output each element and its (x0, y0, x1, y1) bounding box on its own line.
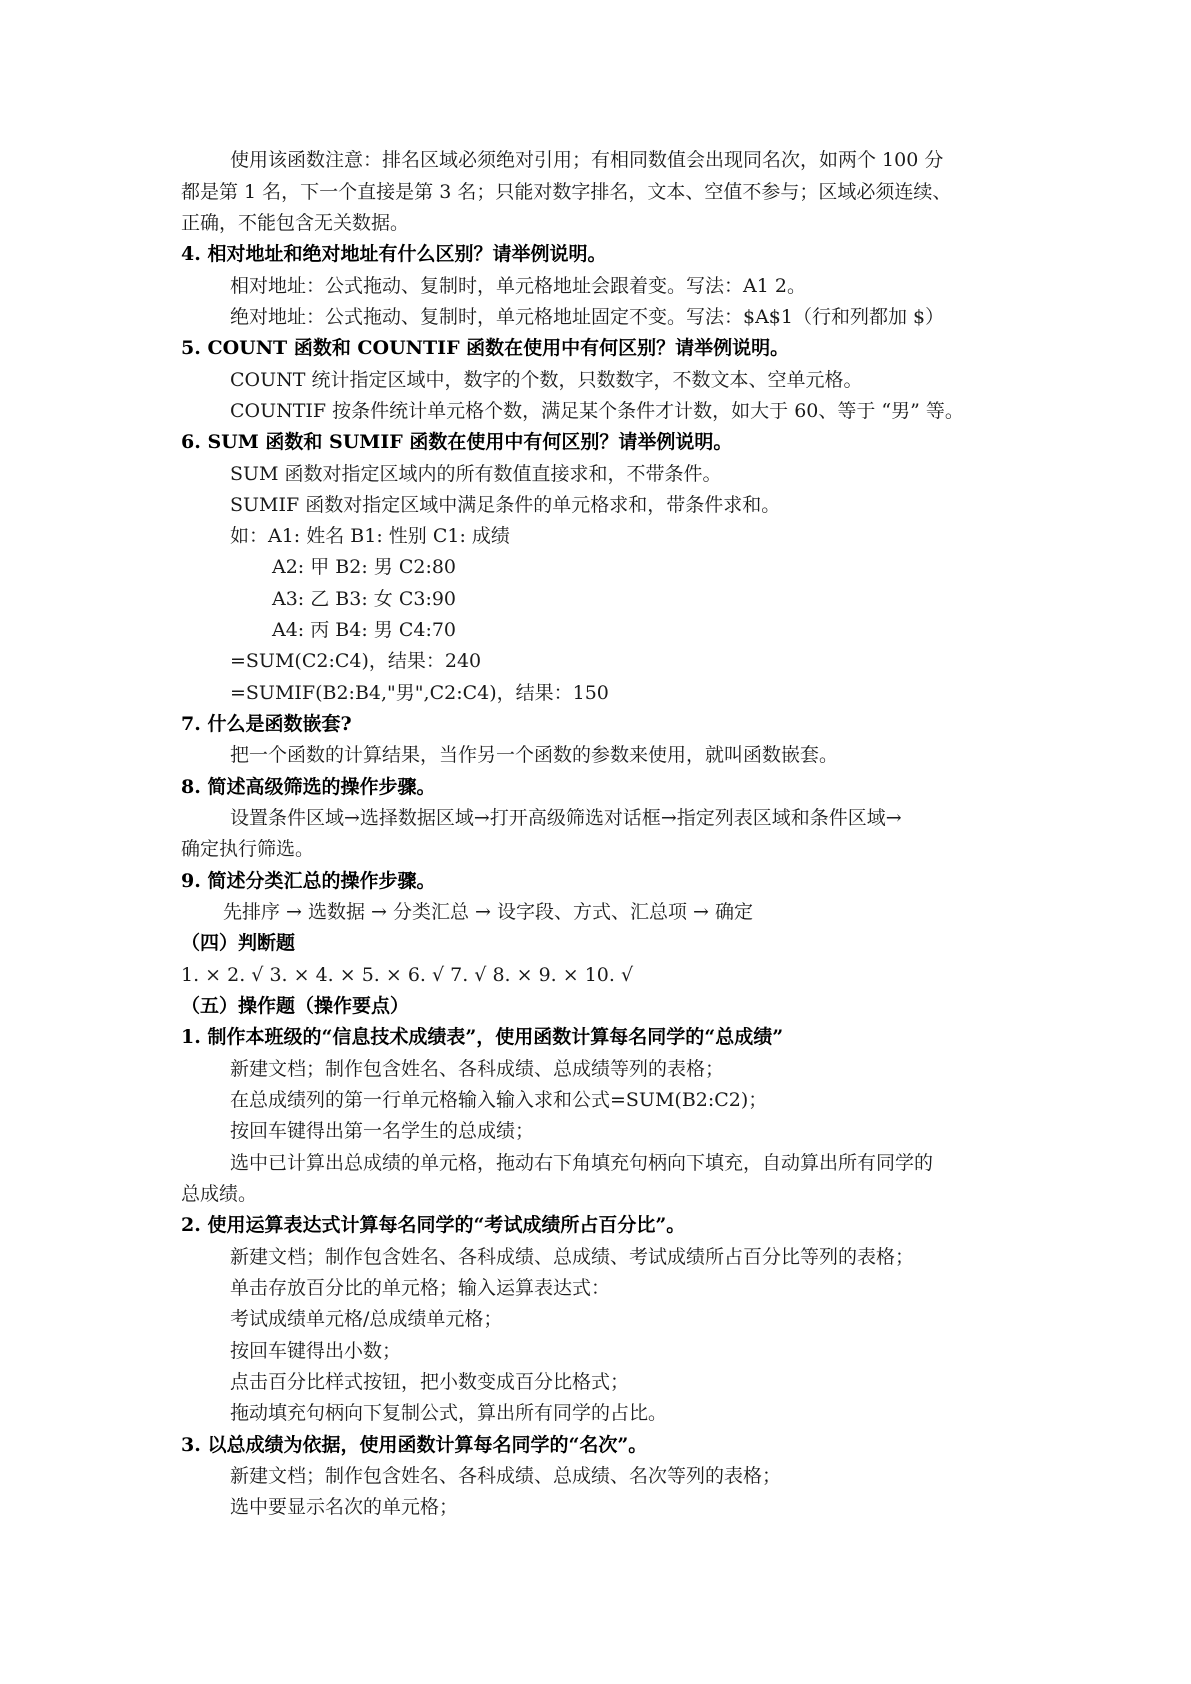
text-line: COUNTIF 按条件统计单元格个数，满足某个条件才计数，如大于 60、等于 “男” 等。 (230, 400, 964, 422)
text-line: 总成绩。 (181, 1183, 258, 1205)
text-line: 选中已计算出总成绩的单元格，拖动右下角填充句柄向下填充，自动算出所有同学的 (230, 1152, 934, 1174)
text-line: 绝对地址：公式拖动、复制时，单元格地址固定不变。写法：$A$1（行和列都加 $） (230, 306, 945, 328)
text-line: 考试成绩单元格/总成绩单元格； (230, 1308, 503, 1330)
text-line: 按回车键得出第一名学生的总成绩； (230, 1120, 535, 1142)
text-line: 正确，不能包含无关数据。 (181, 212, 410, 234)
text-line: 按回车键得出小数； (230, 1340, 402, 1362)
text-line: 设置条件区域→选择数据区域→打开高级筛选对话框→指定列表区域和条件区域→ (230, 807, 902, 829)
question-heading: 2. 使用运算表达式计算每名同学的“考试成绩所占百分比”。 (181, 1214, 686, 1236)
text-line: A2: 甲 B2: 男 C2:80 (272, 556, 457, 578)
question-heading: 3. 以总成绩为依据，使用函数计算每名同学的“名次”。 (181, 1434, 648, 1456)
text-line: 先排序 → 选数据 → 分类汇总 → 设字段、方式、汇总项 → 确定 (223, 901, 753, 923)
section-heading: （五）操作题（操作要点） (181, 995, 410, 1017)
text-line: 使用该函数注意：排名区域必须绝对引用；有相同数值会出现同名次，如两个 100 分 (230, 149, 944, 171)
text-line: 单击存放百分比的单元格；输入运算表达式： (230, 1277, 611, 1299)
question-heading: 4. 相对地址和绝对地址有什么区别？请举例说明。 (181, 243, 607, 265)
text-line: 新建文档；制作包含姓名、各科成绩、总成绩等列的表格； (230, 1058, 725, 1080)
formula-line: =SUM(C2:C4)，结果：240 (230, 650, 482, 672)
formula-line: =SUMIF(B2:B4,"男",C2:C4)，结果：150 (230, 682, 609, 704)
question-heading: 6. SUM 函数和 SUMIF 函数在使用中有何区别？请举例说明。 (181, 431, 733, 453)
text-line: 拖动填充句柄向下复制公式，算出所有同学的占比。 (230, 1402, 668, 1424)
text-line: 相对地址：公式拖动、复制时，单元格地址会跟着变。写法：A1 2。 (230, 275, 806, 297)
section-heading: （四）判断题 (181, 932, 296, 954)
text-line: SUM 函数对指定区域内的所有数值直接求和，不带条件。 (230, 463, 722, 485)
question-heading: 1. 制作本班级的“信息技术成绩表”，使用函数计算每名同学的“总成绩” (181, 1026, 784, 1048)
text-line: 确定执行筛选。 (181, 838, 315, 860)
question-heading: 5. COUNT 函数和 COUNTIF 函数在使用中有何区别？请举例说明。 (181, 337, 790, 359)
question-heading: 8. 简述高级筛选的操作步骤。 (181, 776, 436, 798)
text-line: SUMIF 函数对指定区域中满足条件的单元格求和，带条件求和。 (230, 494, 781, 516)
text-line: 点击百分比样式按钮，把小数变成百分比格式； (230, 1371, 630, 1393)
question-heading: 9. 简述分类汇总的操作步骤。 (181, 870, 436, 892)
text-line: 如：A1: 姓名 B1: 性别 C1: 成绩 (230, 525, 510, 547)
text-line: 新建文档；制作包含姓名、各科成绩、总成绩、名次等列的表格； (230, 1465, 782, 1487)
text-line: COUNT 统计指定区域中，数字的个数，只数数字，不数文本、空单元格。 (230, 369, 863, 391)
text-line: 新建文档；制作包含姓名、各科成绩、总成绩、考试成绩所占百分比等列的表格； (230, 1246, 915, 1268)
text-line: A4: 丙 B4: 男 C4:70 (272, 619, 457, 641)
text-line: A3: 乙 B3: 女 C3:90 (272, 588, 457, 610)
text-line: 把一个函数的计算结果，当作另一个函数的参数来使用，就叫函数嵌套。 (230, 744, 839, 766)
text-line: 都是第 1 名，下一个直接是第 3 名；只能对数字排名，文本、空值不参与；区域必须连续、 (181, 181, 952, 203)
answer-line: 1. × 2. √ 3. × 4. × 5. × 6. √ 7. √ 8. × 9. × 10. √ (181, 964, 634, 986)
question-heading: 7. 什么是函数嵌套? (181, 713, 352, 735)
text-line: 在总成绩列的第一行单元格输入输入求和公式=SUM(B2:C2)； (230, 1089, 768, 1111)
text-line: 选中要显示名次的单元格； (230, 1496, 459, 1518)
